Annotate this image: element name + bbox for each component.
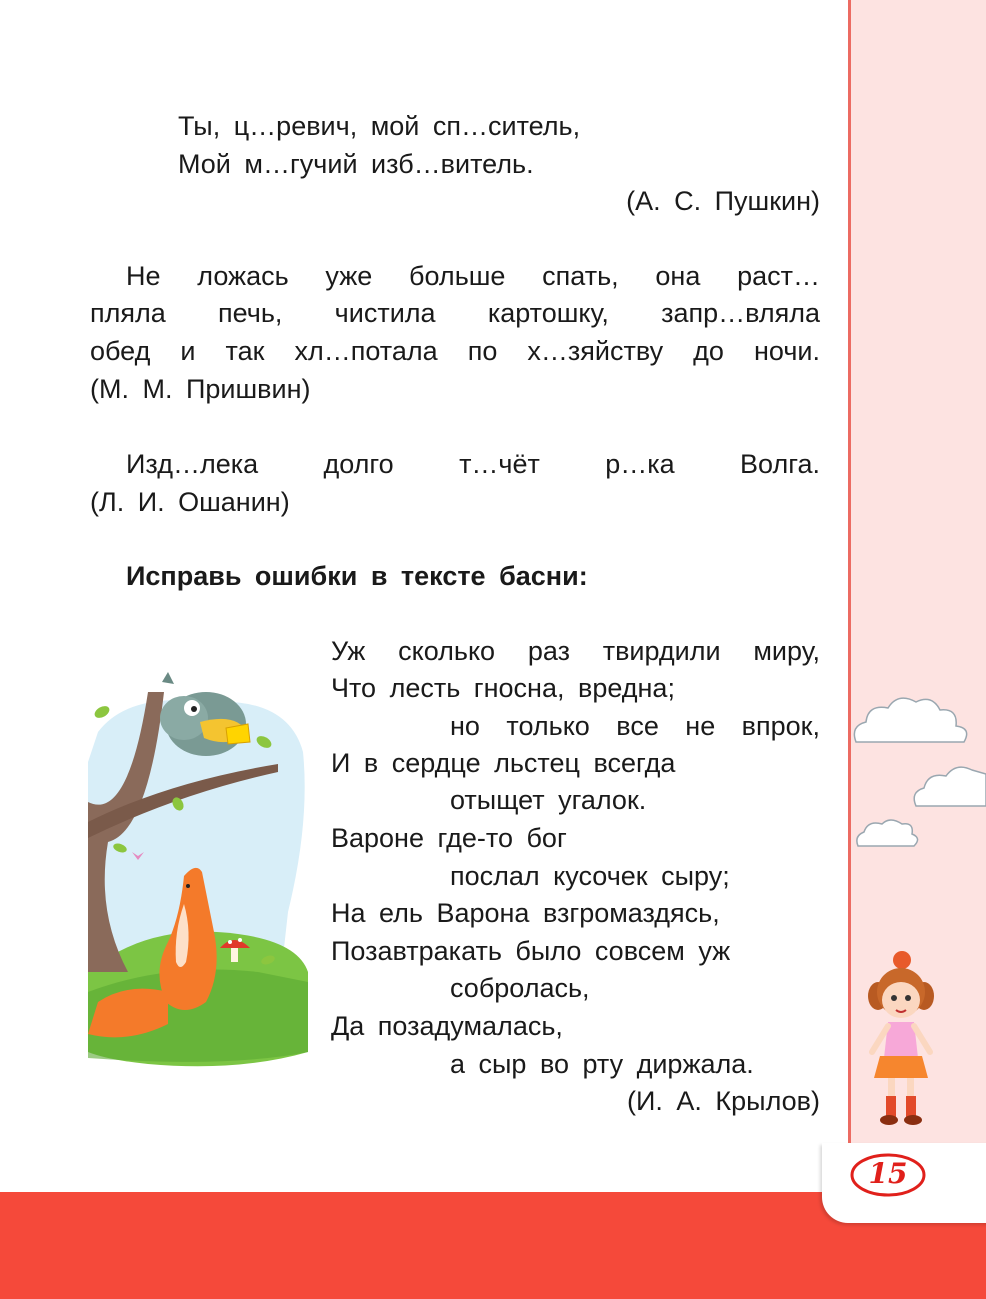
poem1-line2: Мой м…гучий изб…витель. [178,149,534,179]
fable-line: На ель Варона взгромаздясь, [331,898,720,928]
page-number [848,1150,928,1200]
cloud-icon [854,698,966,742]
para1-line3: обед и так хл…потала по х…зяйству до ночи. [90,336,820,366]
fable-line: Да позадумалась, [331,1011,563,1041]
para1-line2: пляла печь, чистила картошку, запр…вляла [90,298,820,328]
crow-fox-illustration [88,672,310,1072]
para2-line1: Изд…лека долго т…чёт р…ка Волга. [126,449,820,479]
clouds-illustration [848,670,986,870]
cloud-icon [857,820,918,846]
cloud-icon [914,767,986,806]
fable-line: но только все не впрок, [450,711,820,741]
fable-line: И в сердце льстец всегда [331,748,676,778]
fable-line: а сыр во рту диржала. [450,1049,754,1079]
poem1-author: (А. С. Пушкин) [626,186,820,216]
fable-line: собролась, [450,973,590,1003]
para1-author: (М. М. Пришвин) [90,374,311,404]
fable-line: Вароне где-то бог [331,823,567,853]
girl-illustration [858,950,938,1130]
fable-author: (И. А. Крылов) [627,1086,820,1116]
sidebar-border-line [848,0,851,1160]
poem1-line1: Ты, ц…ревич, мой сп…ситель, [178,111,581,141]
fable-line: отыщет угалок. [450,785,647,815]
fable-line: Позавтракать было совсем уж [331,936,731,966]
task-heading: Исправь ошибки в тексте басни: [126,561,588,591]
fable-line: Уж сколько раз твирдили миру, [331,636,820,666]
para1-line1: Не ложась уже больше спать, она раст… [126,261,820,291]
para2-author: (Л. И. Ошанин) [90,487,290,517]
fable-line: Что лесть гносна, вредна; [331,673,675,703]
page-number-label: 15 [868,1157,908,1190]
fable-line: послал кусочек сыру; [450,861,730,891]
